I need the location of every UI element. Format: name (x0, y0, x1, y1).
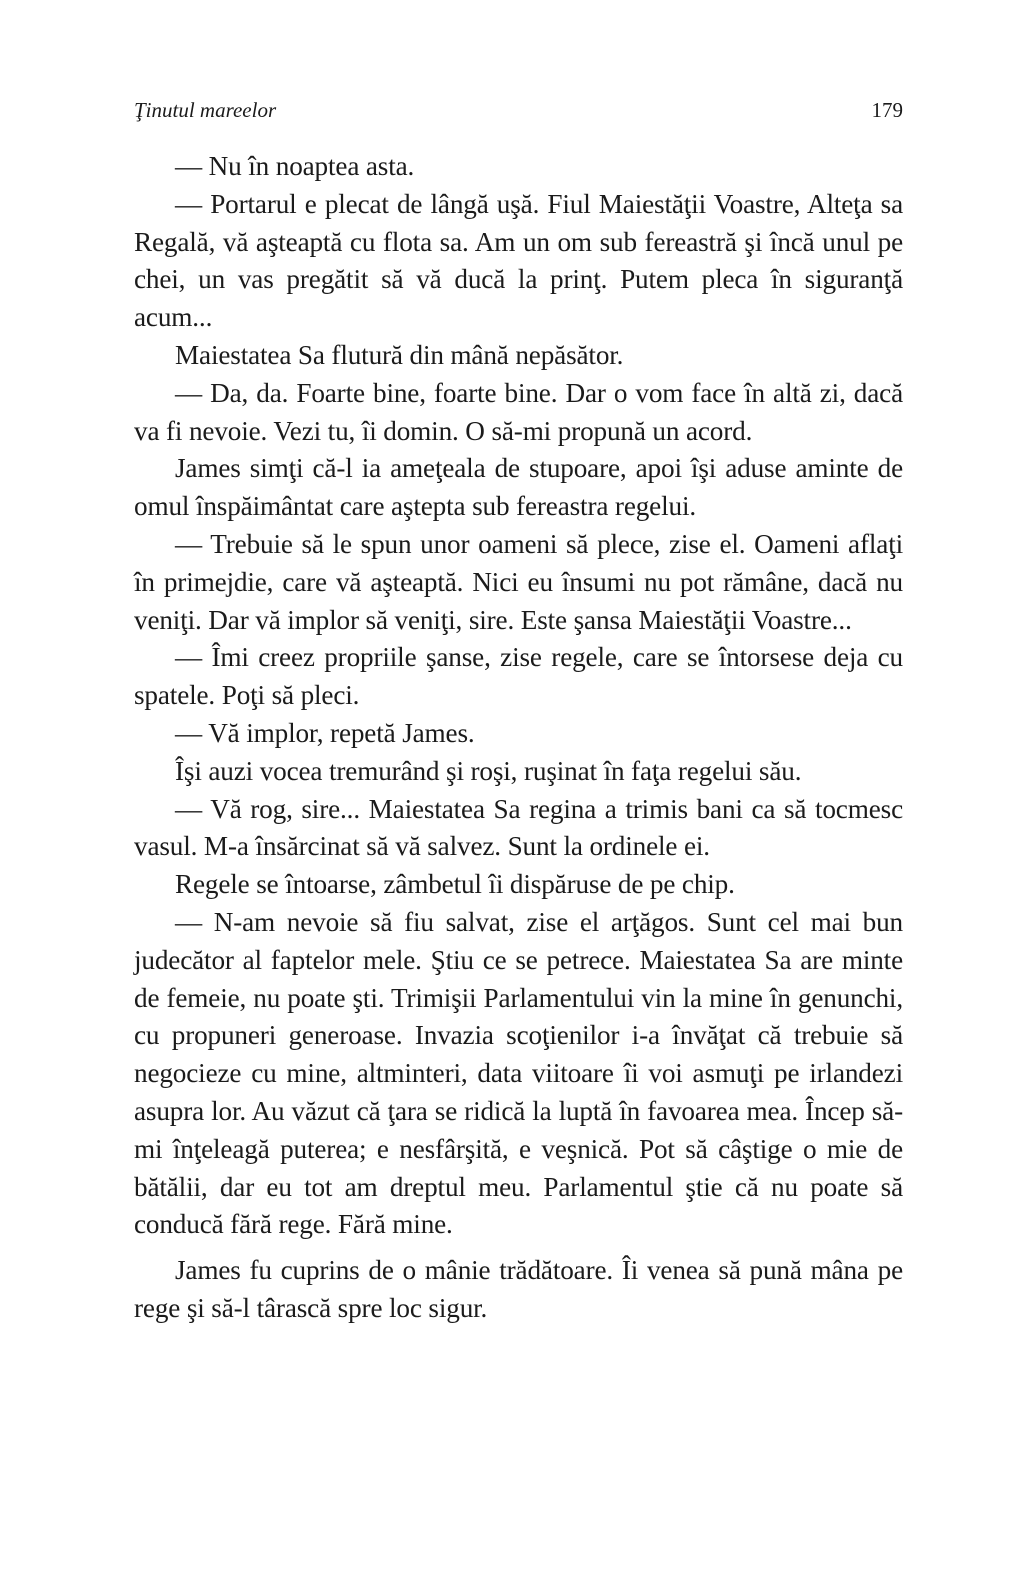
paragraph: James fu cuprins de o mânie trădătoare. Îi venea să pună mâna pe rege şi să-l târască spre loc sigur. (134, 1255, 903, 1323)
body-text (134, 148, 903, 1328)
paragraph: Regele se întoarse, zâmbetul îi dispăruse de pe chip. (175, 869, 735, 900)
paragraph: — Vă implor, repetă James. (175, 717, 475, 748)
paragraph: — Portarul e plecat de lângă uşă. Fiul Maiestăţii Voastre, Alteţa sa Regală, vă aşteaptă cu flota sa. Am un om sub fereastră şi încă unul pe chei, un vas pregătit să vă ducă la prinţ. Putem pleca în siguranţă acum... (134, 188, 903, 333)
paragraph: — Îmi creez propriile şanse, zise regele, care se întorsese deja cu spatele. Poţi să pleci. (134, 642, 903, 711)
paragraph: — Vă rog, sire... Maiestatea Sa regina a trimis bani ca să tocmesc vasul. M-a însărcinat să vă salvez. Sunt la ordinele ei. (134, 793, 903, 862)
paragraph: — Trebuie să le spun unor oameni să plece, zise el. Oameni aflaţi în primejdie, care vă aşteaptă. Nici eu însumi nu pot rămâne, dacă nu veniţi. Dar vă implor să veniţi, sire. Este şansa Maiestăţii Voastre... (134, 528, 903, 635)
paragraph: — Da, da. Foarte bine, foarte bine. Dar o vom face în altă zi, dacă va fi nevoie. Vezi tu, îi domin. O să-mi propună un acord. (134, 377, 903, 446)
running-header (134, 95, 903, 125)
paragraph: — Nu în noaptea asta. (175, 151, 415, 181)
paragraph: Îşi auzi vocea tremurând şi roşi, ruşinat în faţa regelui său. (175, 755, 802, 786)
paragraph: Maiestatea Sa flutură din mână nepăsător. (175, 339, 624, 370)
running-head-title: Ţinutul mareelor (134, 98, 277, 122)
paragraph: — N-am nevoie să fiu salvat, zise el arţăgos. Sunt cel mai bun judecător al faptelor mele. Ştiu ce se petrece. Maiestatea Sa are minte de femeie, nu poate şti. Trimişii Parlamentului vin la mine în genunchi, cu propuneri generoase. Invazia scoţienilor i-a învăţat că trebuie să negocieze cu mine, altminteri, data viitoare îi voi asmuţi pe irlandezi asupra lor. Au văzut că ţara se ridică la luptă în favoarea mea. Încep să-mi înţeleagă puterea; e nesfârşită, e veşnică. Pot să câştige o mie de bătălii, dar eu tot am dreptul meu. Parlamentul ştie că nu poate să conducă fără rege. Fără mine. (134, 906, 903, 1240)
page-number: 179 (871, 98, 903, 122)
paragraph: James simţi că-l ia ameţeala de stupoare, apoi îşi aduse aminte de omul înspăimântat care aştepta sub fereastra regelui. (134, 453, 903, 522)
